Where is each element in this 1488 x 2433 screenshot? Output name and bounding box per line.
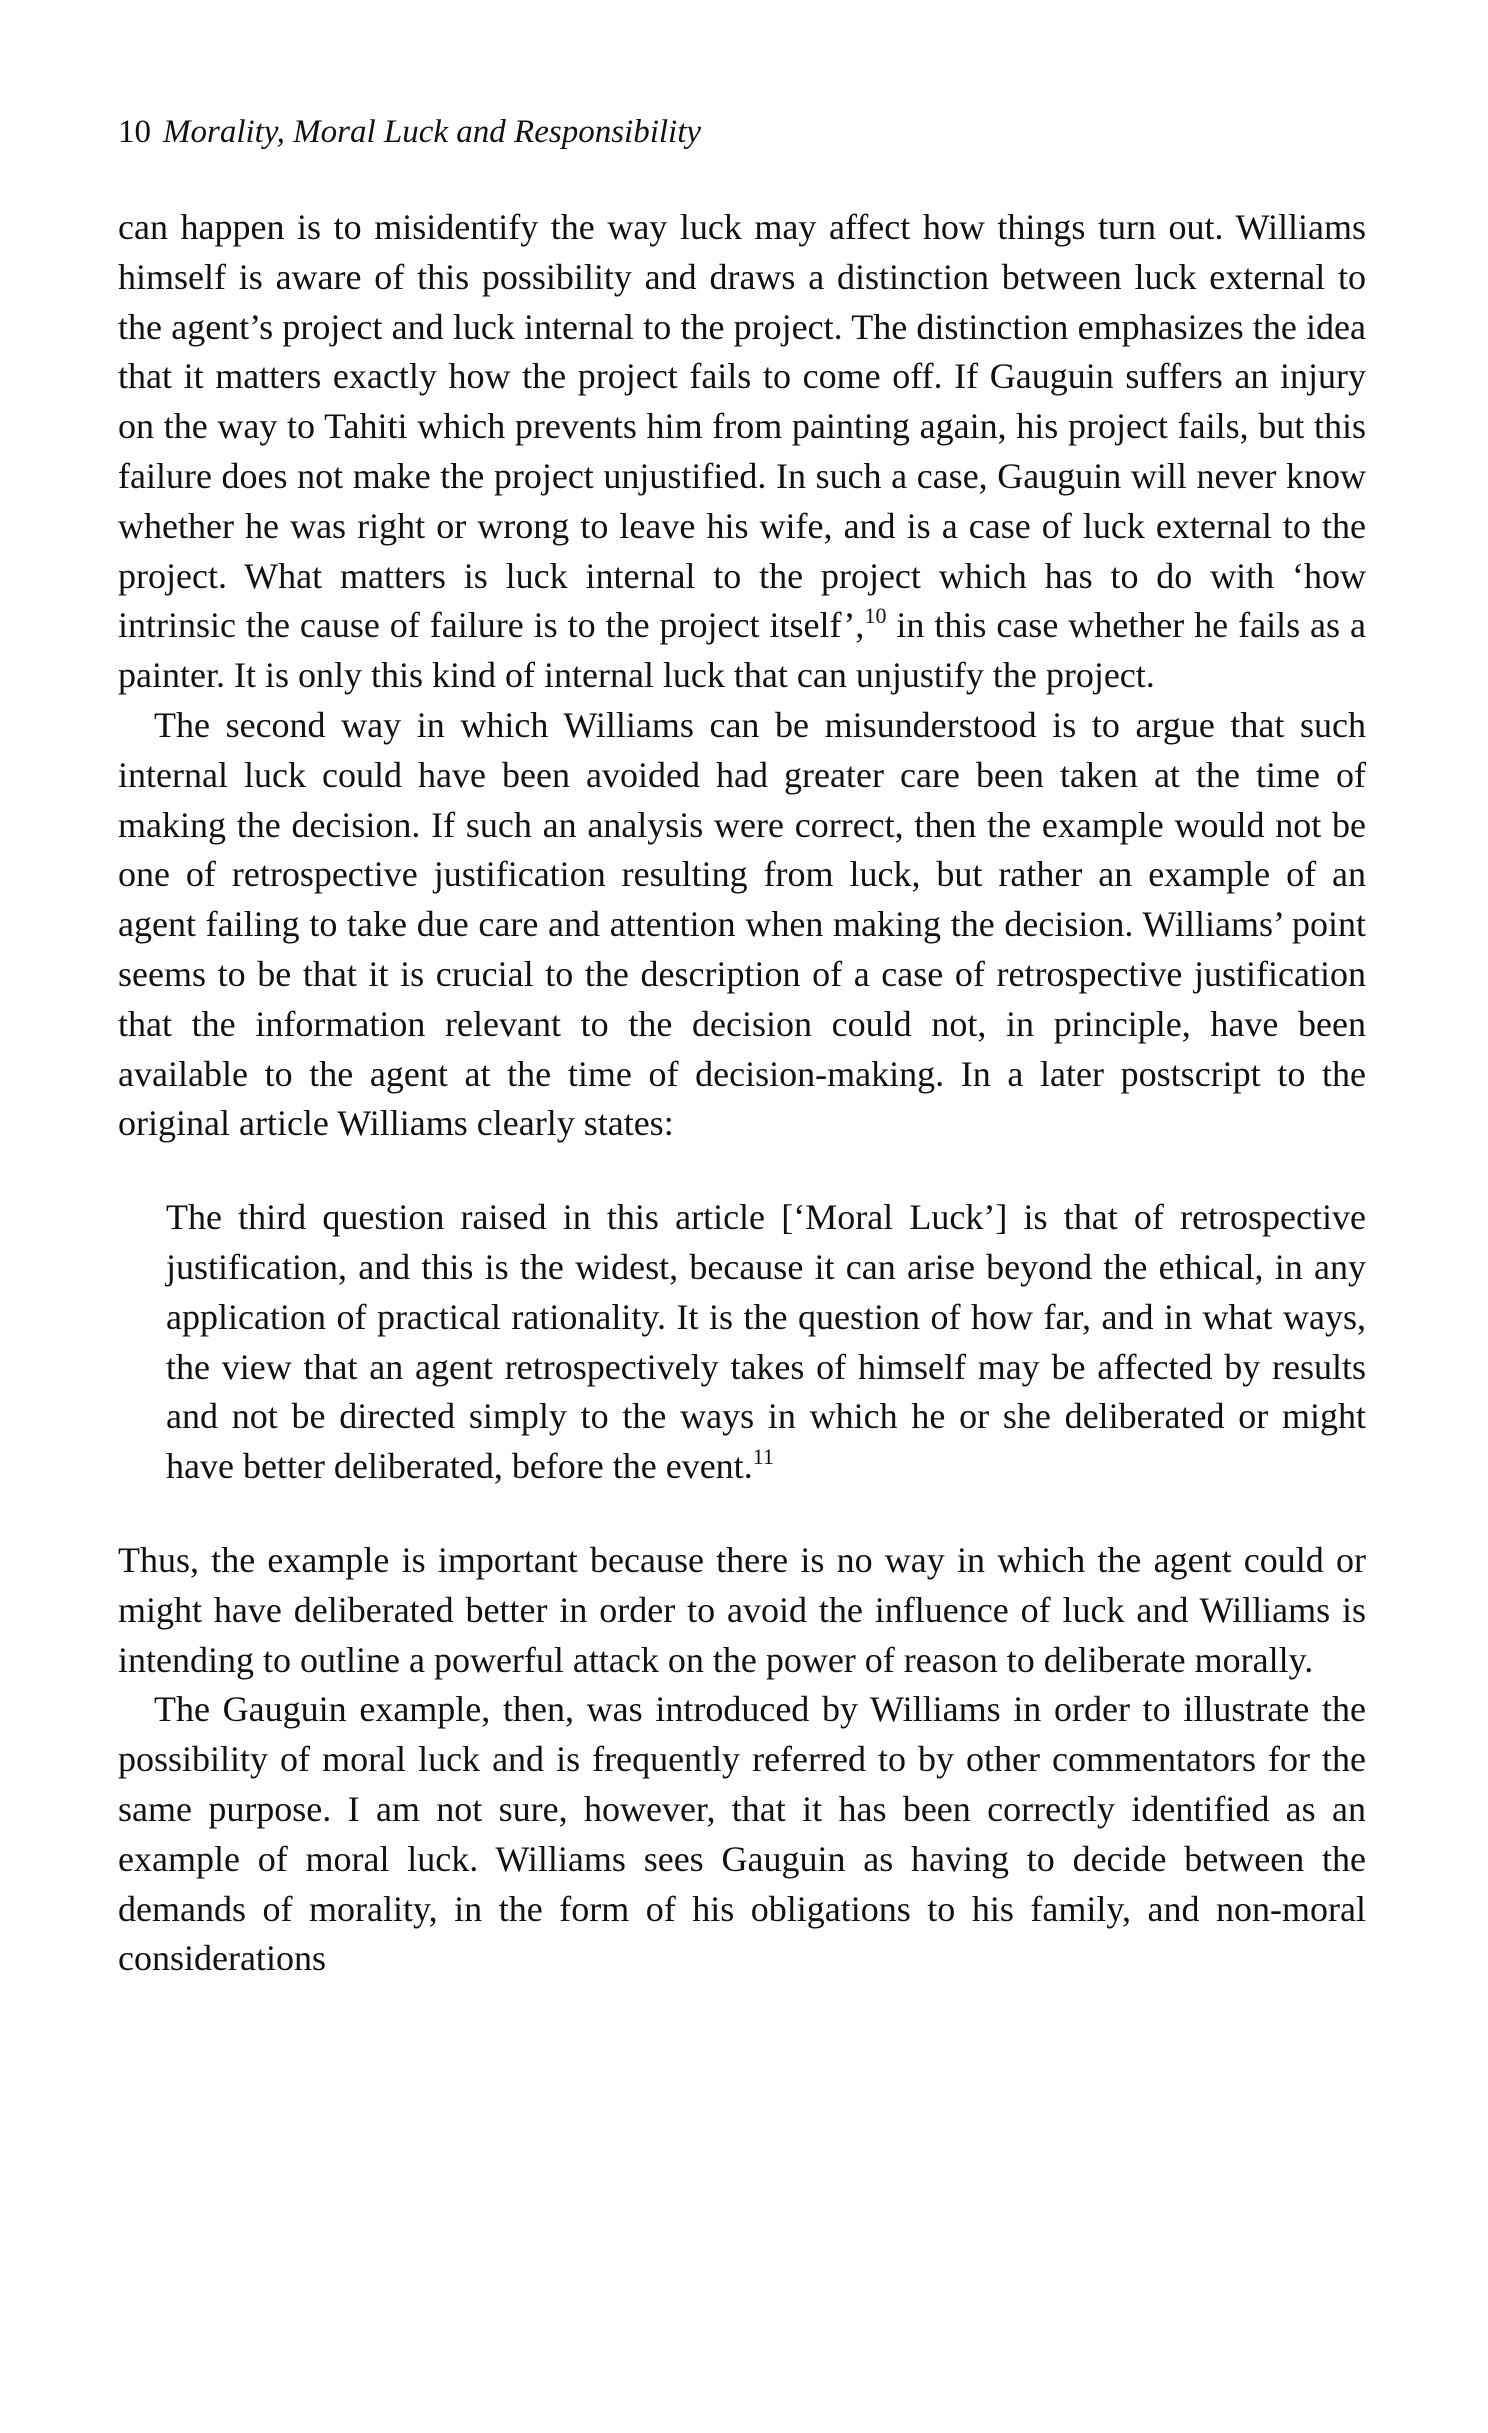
paragraph-1-text-end: in this case whether he fails as a painter. It is only this kind of internal luck that can unjustify the project. — [118, 605, 1366, 696]
paragraph-2: The second way in which Williams can be misunderstood is to argue that such internal luck could have been avoided had greater care been taken at the time of making the decision. If such an analysis were correct, then the example would not be one of retrospective justification resulting from luck, but rather an example of an agent failing to take due care and attention when making the decision. Williams’ point seems to be that it is crucial to the description of a case of retrospective justification that the information relevant to the decision could not, in principle, have been available to the agent at the time of decision-making. In a later postscript to the original article Williams clearly states: — [118, 704, 1366, 1144]
body-text — [118, 203, 1366, 1984]
block-quote-text: The third question raised in this article [‘Moral Luck’] is that of retrospective justification, and this is the widest, because it can arise beyond the ethical, in any application of practical rationality. It is the question of how far, and in what ways, the view that an agent retrospectively takes of himself may be affected by results and not be directed simply to the ways in which he or she deliberated or might have better deliberated, before the event. — [166, 1197, 1366, 1487]
paragraph-3: Thus, the example is important because there is no way in which the agent could or might have deliberated better in order to avoid the influence of luck and Williams is intending to outline a powerful attack on the power of reason to deliberate morally. — [118, 1539, 1366, 1680]
running-head — [118, 112, 701, 152]
paragraph-1-text: can happen is to misidentify the way luck may affect how things turn out. Williams himself is aware of this possibility and draws a distinction between luck external to the agent’s project and luck internal to the project. The distinction emphasizes the idea that it matters exactly how the project fails to come off. If Gauguin suffers an injury on the way to Tahiti which prevents him from painting again, his project fails, but this failure does not make the project unjustified. In such a case, Gauguin will never know whether he was right or wrong to leave his wife, and is a case of luck external to the project. What matters is luck internal to the project which has to do with ‘how intrinsic the cause of failure is to the project itself’, — [118, 207, 1366, 646]
book-title: Morality, Moral Luck and Responsibility — [163, 114, 702, 150]
page-number: 10 — [118, 114, 151, 150]
paragraph-4: The Gauguin example, then, was introduced by Williams in order to illustrate the possibility of moral luck and is frequently referred to by other commentators for the same purpose. I am not sure, however, that it has been correctly identified as an example of moral luck. Williams sees Gauguin as having to decide between the demands of morality, in the form of his obligations to his family, and non-moral considerations — [118, 1689, 1366, 1979]
paragraph-1 — [118, 203, 1366, 701]
footnote-ref-11: 11 — [752, 1444, 774, 1470]
footnote-ref-10: 10 — [864, 603, 887, 629]
block-quote — [166, 1193, 1366, 1492]
